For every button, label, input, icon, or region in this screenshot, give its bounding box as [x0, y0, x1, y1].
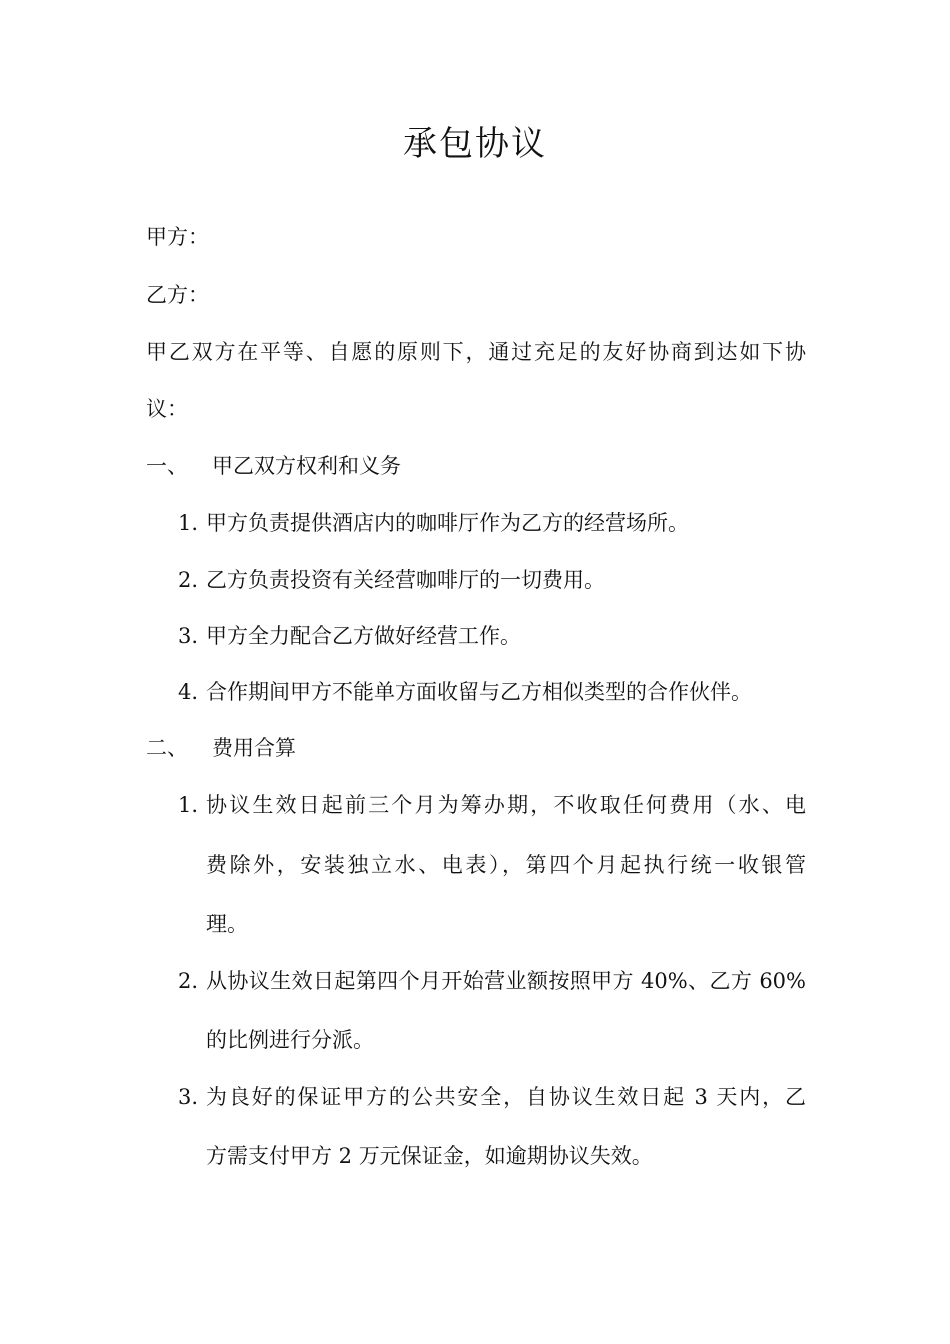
section-2-item-1-line-3: 理。: [206, 912, 248, 936]
section-1-item-3-number: 3.: [178, 624, 199, 648]
section-2-item-3-line-2: 方需支付甲方 2 万元保证金，如逾期协议失效。: [206, 1144, 653, 1168]
section-2-item-1-line-1: 协议生效日起前三个月为筹办期，不收取任何费用（水、电: [206, 793, 806, 817]
party-a-label: 甲方：: [146, 225, 209, 249]
section-1-item-4-text: 合作期间甲方不能单方面收留与乙方相似类型的合作伙伴。: [206, 680, 752, 704]
section-1-item-3-text: 甲方全力配合乙方做好经营工作。: [206, 624, 521, 648]
section-1-title: 甲乙双方权利和义务: [212, 454, 401, 478]
section-2-item-2-number: 2.: [178, 969, 199, 993]
document-title: 承包协议: [403, 124, 547, 164]
section-1-item-1-text: 甲方负责提供酒店内的咖啡厅作为乙方的经营场所。: [206, 511, 689, 535]
section-2-item-1-number: 1.: [178, 793, 199, 817]
section-2-title: 费用合算: [212, 736, 296, 760]
section-2-item-2-line-2: 的比例进行分派。: [206, 1028, 374, 1052]
section-1-item-2-number: 2.: [178, 568, 199, 592]
section-1-number: 一、: [146, 454, 188, 478]
section-2-item-3-number: 3.: [178, 1085, 199, 1109]
section-2-item-3-line-1: 为良好的保证甲方的公共安全，自协议生效日起 3 天内，乙: [206, 1085, 806, 1109]
party-b-label: 乙方：: [146, 283, 209, 307]
section-1-item-4-number: 4.: [178, 680, 199, 704]
section-1-item-2-text: 乙方负责投资有关经营咖啡厅的一切费用。: [206, 568, 605, 592]
intro-paragraph-line-1: 甲乙双方在平等、自愿的原则下，通过充足的友好协商到达如下协: [146, 340, 806, 364]
section-2-item-2-line-1: 从协议生效日起第四个月开始营业额按照甲方 40%、乙方 60%: [206, 969, 806, 993]
section-2-item-1-line-2: 费除外，安装独立水、电表），第四个月起执行统一收银管: [206, 853, 806, 877]
intro-paragraph-line-2: 议：: [146, 397, 188, 421]
section-2-number: 二、: [146, 736, 188, 760]
section-1-item-1-number: 1.: [178, 511, 199, 535]
